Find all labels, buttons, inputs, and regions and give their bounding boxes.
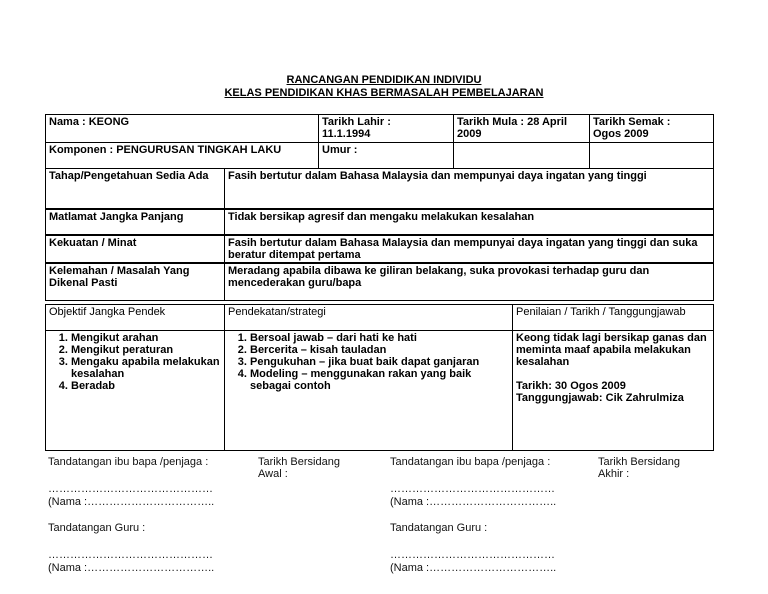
penilaian-tanggungjawab: Tanggungjawab: Cik Zahrulmiza xyxy=(516,392,684,404)
nama-cell xyxy=(46,115,319,143)
pendekatan-item: 3. Pengukuhan – jika buat baik dapat ganjaran xyxy=(250,356,509,368)
title-line-2: KELAS PENDIDIKAN KHAS BERMASALAH PEMBELAJARAN xyxy=(224,87,544,99)
objektif-cell xyxy=(46,331,225,451)
objektif-item: 3. Mengaku apabila melakukan kesalahan xyxy=(71,356,221,380)
empty-cell-1 xyxy=(454,143,590,169)
penilaian-cell xyxy=(513,331,714,451)
nama-line: (Nama :…………………………….. xyxy=(48,496,215,508)
objektif-item: 2. Mengikut peraturan xyxy=(71,344,221,356)
signature-line: ……………………………………… xyxy=(48,483,213,495)
pendekatan-item: 2. Bercerita – kisah tauladan xyxy=(250,344,509,356)
objektif-item: 1. Mengikut arahan xyxy=(71,332,221,344)
row-label: Tahap/Pengetahuan Sedia Ada xyxy=(46,169,225,209)
title-line-1: RANCANGAN PENDIDIKAN INDIVIDU xyxy=(286,74,482,86)
ibu-bapa-label-left: Tandatangan ibu bapa /penjaga : xyxy=(48,456,209,468)
row-value: Fasih bertutur dalam Bahasa Malaysia dan mempunyai daya ingatan yang tinggi dan suka beratur ditempat pertama xyxy=(225,235,714,263)
document-title xyxy=(0,74,768,100)
nama-text: Nama : KEONG xyxy=(49,116,130,128)
tarikh-lahir-value: 11.1.1994 xyxy=(322,128,371,140)
signature-line: ……………………………………… xyxy=(390,483,555,495)
nama-line: (Nama :…………………………….. xyxy=(48,562,215,574)
tarikh-semak-label: Tarikh Semak : xyxy=(593,116,671,128)
penilaian-text: Keong tidak lagi bersikap ganas dan meminta maaf apabila melakukan kesalahan xyxy=(516,332,707,368)
row-value: Tidak bersikap agresif dan mengaku melakukan kesalahan xyxy=(225,209,714,235)
nama-line: (Nama :…………………………….. xyxy=(390,562,557,574)
info-row xyxy=(46,209,714,235)
empty-cell-2 xyxy=(590,143,714,169)
pendekatan-cell xyxy=(225,331,513,451)
header-table xyxy=(45,114,714,169)
info-row xyxy=(46,169,714,209)
tarikh-semak-value: Ogos 2009 xyxy=(593,128,649,140)
umur-cell xyxy=(319,143,454,169)
main-table xyxy=(45,168,714,301)
umur-text: Umur : xyxy=(322,144,358,156)
tarikh-lahir-cell xyxy=(319,115,454,143)
pendekatan-header: Pendekatan/strategi xyxy=(225,305,513,331)
pendekatan-item: 4. Modeling – menggunakan rakan yang baik sebagai contoh xyxy=(250,368,509,392)
tarikh-awal-label: Tarikh Bersidang Awal : xyxy=(258,456,340,480)
row-value: Fasih bertutur dalam Bahasa Malaysia dan mempunyai daya ingatan yang tinggi xyxy=(225,169,714,209)
objektif-list xyxy=(49,332,221,392)
signature-line: ……………………………………… xyxy=(390,549,555,561)
penilaian-tarikh: Tarikh: 30 Ogos 2009 xyxy=(516,380,626,392)
pendekatan-list xyxy=(228,332,509,392)
nama-line: (Nama :…………………………….. xyxy=(390,496,557,508)
tarikh-semak-cell xyxy=(590,115,714,143)
row-value: Meradang apabila dibawa ke giliran belakang, suka provokasi terhadap guru dan mencederakan guru/bapa xyxy=(225,263,714,301)
komponen-cell xyxy=(46,143,319,169)
plan-table xyxy=(45,304,714,451)
signature-line: ……………………………………… xyxy=(48,549,213,561)
tarikh-lahir-label: Tarikh Lahir : xyxy=(322,116,391,128)
row-label: Matlamat Jangka Panjang xyxy=(46,209,225,235)
ibu-bapa-label-right: Tandatangan ibu bapa /penjaga : xyxy=(390,456,551,468)
row-label: Kelemahan / Masalah Yang Dikenal Pasti xyxy=(46,263,225,301)
tarikh-mula-cell xyxy=(454,115,590,143)
info-row xyxy=(46,263,714,301)
tarikh-mula-value: 2009 xyxy=(457,128,482,140)
row-label: Kekuatan / Minat xyxy=(46,235,225,263)
penilaian-header: Penilaian / Tarikh / Tanggungjawab xyxy=(513,305,714,331)
pendekatan-item: 1. Bersoal jawab – dari hati ke hati xyxy=(250,332,509,344)
guru-label-right: Tandatangan Guru : xyxy=(390,522,488,534)
komponen-text: Komponen : PENGURUSAN TINGKAH LAKU xyxy=(49,144,282,156)
objektif-item: 4. Beradab xyxy=(71,380,221,392)
tarikh-mula-label: Tarikh Mula : 28 April xyxy=(457,116,568,128)
info-row xyxy=(46,235,714,263)
objektif-header: Objektif Jangka Pendek xyxy=(46,305,225,331)
tarikh-akhir-label: Tarikh Bersidang Akhir : xyxy=(598,456,680,480)
guru-label-left: Tandatangan Guru : xyxy=(48,522,146,534)
